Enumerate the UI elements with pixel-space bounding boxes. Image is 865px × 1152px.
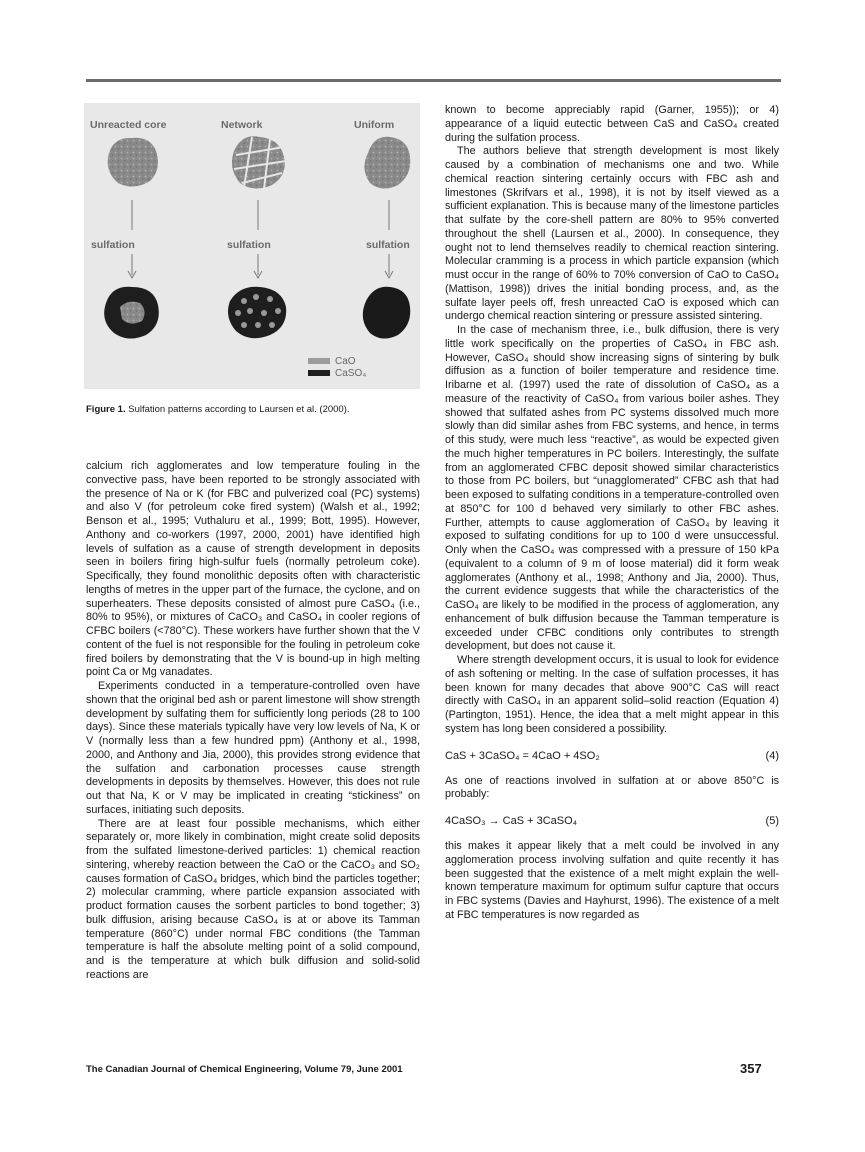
legend-swatch-caso4 (308, 370, 330, 376)
equation-5-number: (5) (765, 815, 779, 828)
label-network: Network (221, 119, 263, 131)
equation-4-formula: CaS + 3CaSO₄ = 4CaO + 4SO₂ (445, 749, 600, 762)
legend-swatch-cao (308, 358, 330, 364)
right-paragraph-1: known to become appreciably rapid (Garner, 1955)); or 4) appearance of a liquid eutectic between CaS and CaSO₄ created during the sulfation process. (445, 104, 779, 144)
sulfation-label-1: sulfation (91, 239, 135, 251)
legend-label-cao: CaO (335, 355, 356, 367)
figure-legend (308, 355, 366, 379)
caption-label: Figure 1. (86, 404, 126, 415)
page-number: 357 (740, 1061, 762, 1076)
equation-4-number: (4) (765, 749, 779, 762)
figure-1 (84, 103, 420, 389)
legend-item-caso4 (308, 367, 366, 379)
caption-text: Sulfation patterns according to Laursen et al. (2000). (125, 404, 350, 415)
top-rule (86, 79, 781, 82)
equation-5 (445, 808, 779, 836)
right-paragraph-4: Where strength development occurs, it is usual to look for evidence of ash softening or melting. In the case of sulfation processes, it has been known for many decades that above 900°C CaS will react directly with CaSO₄ in an apparent solid–solid reaction (Equation 4) (Partington, 1951). Hence, the idea that a melt might appear in this system has long been considered a possibility. (445, 654, 779, 735)
journal-footer: The Canadian Journal of Chemical Engineering, Volume 79, June 2001 (86, 1064, 403, 1075)
left-column (86, 460, 420, 983)
right-column (445, 104, 779, 923)
figure-caption (86, 404, 422, 416)
left-paragraph-3: There are at least four possible mechanisms, which either separately or, more likely in combination, might create solid deposits from the sulfated limestone-derived particles: 1) chemical reaction sintering, whereby reaction between the CaO or the CaCO₃ and SO₂ causes formation of CaSO₄ bridges, which bind the particles together; 2) molecular cramming, where particle expansion associated with product formation causes the sorbent particles to bond together; 3) bulk diffusion, arising because CaSO₄ is at or above its Tamman temperature (860°C) under normal FBC conditions (the Tamman temperature is half the absolute melting point of a solid compound, and is the temperature at which bulk diffusion and solid-solid reactions are (86, 817, 420, 981)
left-paragraph-2: Experiments conducted in a temperature-controlled oven have shown that the original bed ash or parent limestone will show strength development by sulfating them for sufficiently long periods (28 to 100 days). Since these materials typically have very low levels of Na, K or V (normally less than a few hundred ppm) (Anthony et al., 1998, 2000, and Anthony and Jia, 2000), this provides strong evidence that the sulfation and carbonation processes cause strength developments in deposits by themselves. However, this does not rule out that Na, K or V may be implicated in creating “stickiness” on surfaces, initiating such deposits. (86, 680, 420, 816)
sulfated-uniform (363, 287, 410, 339)
right-paragraph-2: The authors believe that strength development is most likely caused by a combination of mechanisms one and two. While chemical reaction sintering certainly occurs with FBC ash and limestones (Skrifvars et al., 1998), it is not by itself viewed as a sufficient explanation. This is because many of the limestone particles that sulfate by the core-shell pattern are 80% to 95% converted throughout the shell (Laursen et al., 2000). In consequence, they ought not to lend themselves readily to chemical reaction sintering. Molecular cramming is a process in which particle expansion (which must occur in the range of 60% to 70% conversion of CaO to CaSO₄ (Mattison, 1998)) drives the initial bonding process, and, as the sulfate layer peels off, fresh unreacted CaO is exposed which can undergo chemical reaction sintering or pressure assisted sintering. (445, 145, 779, 323)
particle-unreacted-core (108, 138, 158, 187)
legend-label-caso4: CaSO₄ (335, 367, 367, 379)
sulfation-label-3: sulfation (366, 239, 410, 251)
left-paragraph-1: calcium rich agglomerates and low temperature fouling in the convective pass, have been reported to be strongly associated with the presence of Na or K (for FBC and pulverized coal (PC) systems) and also V (for petroleum coke fired system) (Walsh et al., 1992; Benson et al., 1995; Vuthaluru et al., 1999; Bott, 1995). However, Anthony and co-workers (1997, 2000, 2001) have identified high levels of sulfation as a cause of strength development in deposits seen in boilers firing high-sulfur fuels (normally petroleum coke). Specifically, they found monolithic deposits often with characteristic lengths of metres in the upper part of the furnace, the cyclone, and on superheaters. These deposits consisted of almost pure CaSO₄ (i.e., 80% to 95%), or mixtures of CaCO₃ and CaSO₄ in cooler regions of CFBC boilers (<780°C). These workers have further shown that the V content of the fuel is not responsible for the fouling in petroleum coke fired boilers by demonstrating that the V is bound-up in high melting point Ca or Mg vanadates. (86, 460, 420, 679)
right-paragraph-5: As one of reactions involved in sulfation at or above 850°C is probably: (445, 774, 779, 801)
legend-item-cao (308, 355, 366, 367)
equation-5-formula: 4CaSO₃ → CaS + 3CaSO₄ (445, 815, 578, 828)
equation-4 (445, 743, 779, 771)
particle-uniform (364, 137, 410, 189)
label-uniform: Uniform (354, 119, 395, 131)
sulfation-label-2: sulfation (227, 239, 271, 251)
label-unreacted-core: Unreacted core (90, 119, 167, 131)
right-paragraph-6: this makes it appear likely that a melt could be involved in any agglomeration process involving sulfation and quite recently it has been suggested that the existence of a melt might explain the well-known temperature maximum for optimum sulfur capture that occurs in FBC systems (Davies and Hayhurst, 1996). The existence of a melt at FBC temperatures is now regarded as (445, 840, 779, 921)
right-paragraph-3: In the case of mechanism three, i.e., bulk diffusion, there is very little work specifically on the properties of CaSO₄ in FBC ash. However, CaSO₄ should show increasing signs of sintering by bulk diffusion as a function of boiler temperature and residence time. Iribarne et al. (1997) used the rate of dissolution of CaSO₄ as a measure of the reactivity of CaSO₄ from various boiler ashes. They showed that sulfated ashes from PC systems dissolved much more slowly than did similar ashes from FBC systems, and hence, in terms of this study, were much less “reactive”, as would be expected given the much higher temperatures in PC boilers. Interestingly, the sulfate from an agglomerated CFBC deposit showed similar characteristics to those from PC boilers, but “unagglomerated” CFBC ash that had been exposed to sulfating conditions in a temperature-controlled oven at 850°C for 100 d behaved very similarly to other FBC ashes. Further, attempts to cause agglomeration of CaSO₄ by leaving it exposed to sulfating conditions for up to 100 d were unsuccessful. Only when the CaSO₄ was compressed with a pressure of 150 kPa (equivalent to a column of 9 m of loose material) did it form weak agglomerates (Anthony et al., 1998; Anthony and Jia, 2000). Thus, the current evidence suggests that while the characteristics of the CaSO₄ are likely to be modified in the process of agglomeration, any enhancement of bulk diffusion because the Tamman temperature is exceeded under CFBC conditions only contributes to strength development, but does not cause it. (445, 324, 779, 653)
